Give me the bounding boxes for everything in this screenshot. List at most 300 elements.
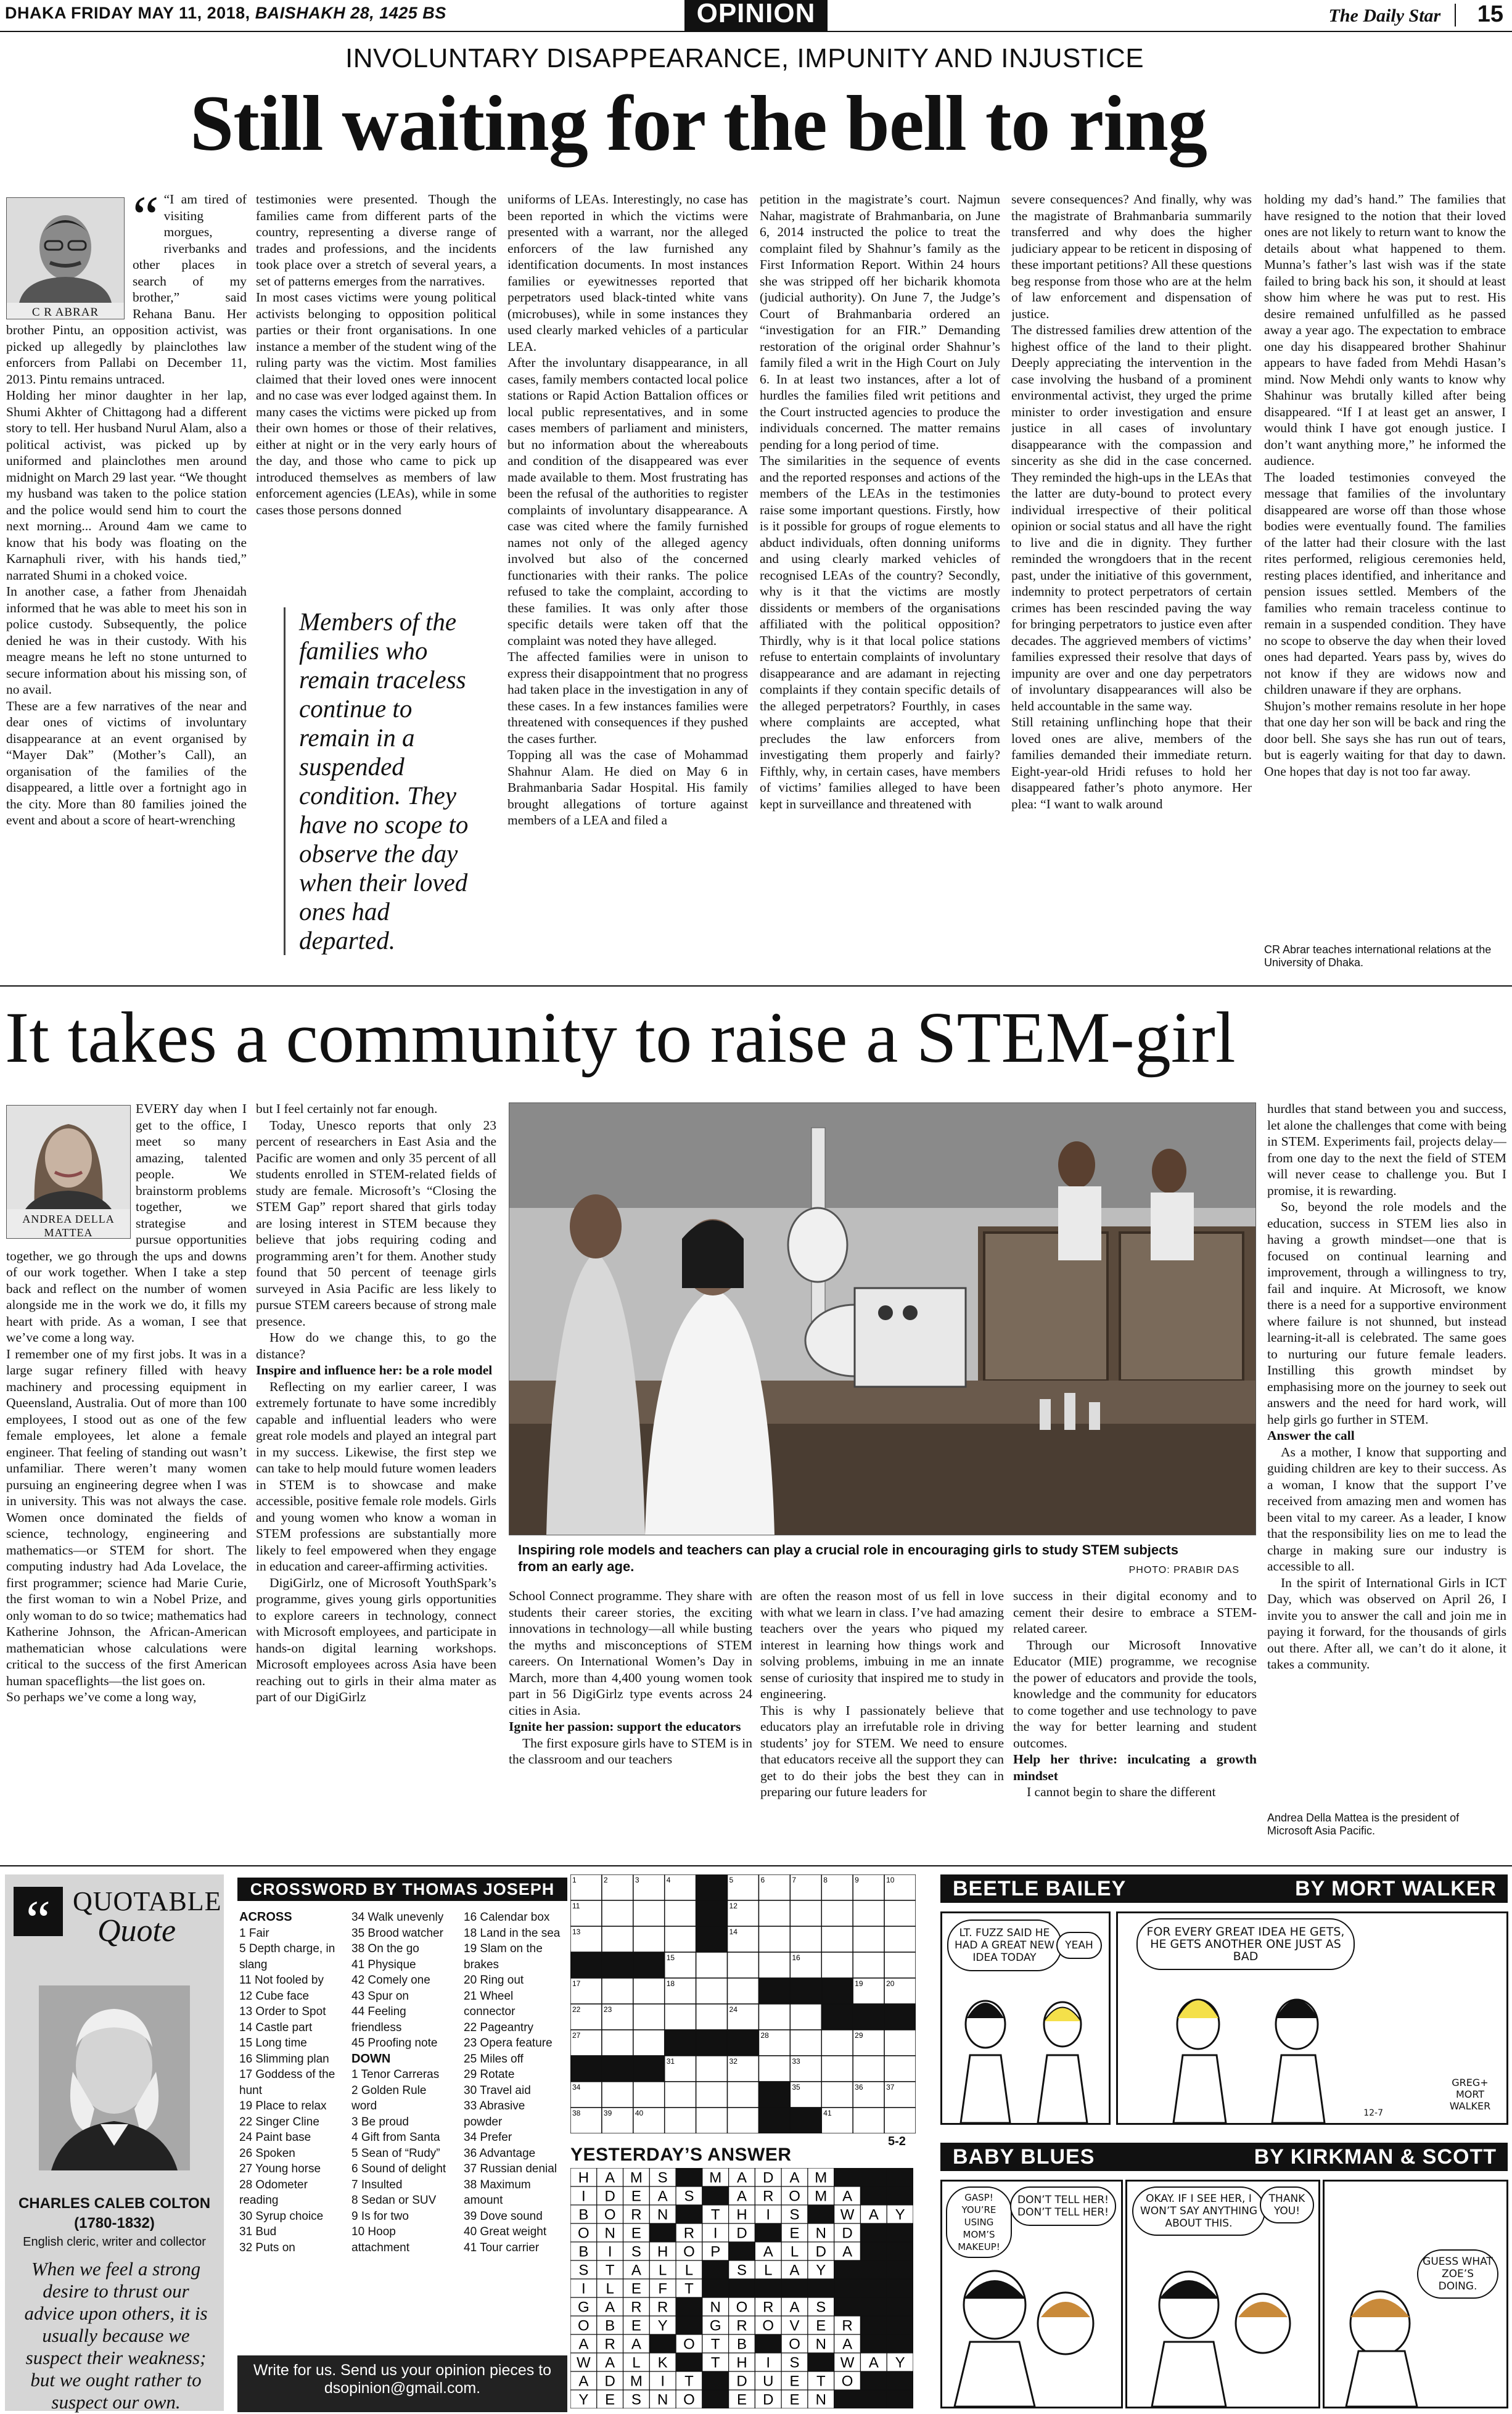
beetle-byline: BY MORT WALKER <box>1295 1877 1497 1900</box>
babyblues-panel-2 <box>1125 2180 1320 2408</box>
beetle-date: 12-7 <box>1363 2108 1383 2118</box>
opinion-footer <box>237 2355 567 2412</box>
crossword-cell-number: 23 <box>603 2005 612 2014</box>
paragraph: DigiGirlz, one of Microsoft YouthSpark’s programme, gives young girls opportunities to explore careers in technology, connect with Microsoft employees, and participate in hands-on digital learning workshops. Microsoft employees across Asia have been reaching out to girls in their alma mater as part of our DigiGirlz <box>256 1575 496 1704</box>
crossword-block <box>853 2004 884 2030</box>
crossword-clue: 30 Syrup choice <box>239 2209 324 2223</box>
crossword-clue: 10 Hoop <box>351 2225 396 2238</box>
crossword-block <box>821 1978 853 2004</box>
photo-float-spacer <box>6 1101 136 1241</box>
answer-letter: T <box>710 2206 720 2223</box>
article2-col5-text <box>1013 1588 1257 1800</box>
crossword-block <box>696 2030 728 2056</box>
crossword-cell <box>884 1926 916 1952</box>
crossword-block <box>884 2004 916 2030</box>
quotee-name: CHARLES CALEB COLTON <box>18 2195 211 2212</box>
answer-letter: E <box>605 2391 615 2408</box>
crossword-clue: 6 Sound of delight <box>351 2162 446 2175</box>
crossword-cell-number: 20 <box>886 1979 895 1988</box>
answer-letter: L <box>632 2354 641 2371</box>
crossword-clue: 32 Puts on <box>239 2241 295 2254</box>
crossword-cell <box>821 2030 853 2056</box>
beetle-title-bar <box>940 1874 1508 1903</box>
crossword-clue: 8 Sedan or SUV <box>351 2194 437 2207</box>
answer-letter: R <box>736 2317 747 2334</box>
beetle-bubble-2: YEAH <box>1056 1932 1102 1959</box>
bb-bubble-1: GASP! YOU’RE USING MOM’S MAKEUP! <box>946 2186 1012 2258</box>
answer-block <box>834 2260 861 2279</box>
answer-letter: A <box>736 2169 747 2186</box>
answer-letter: O <box>736 2299 748 2316</box>
crossword-clue: 20 Ring out <box>464 1974 524 1987</box>
crossword-clue: 38 Maximum <box>464 2178 531 2191</box>
answer-letter: R <box>631 2206 642 2223</box>
crossword-cell <box>665 2108 696 2133</box>
answer-letter: S <box>631 2243 641 2260</box>
beetle-bailey-strip <box>940 1874 1508 2127</box>
answer-letter: A <box>736 2188 747 2205</box>
answer-letter: N <box>657 2206 668 2223</box>
answer-letter: O <box>789 2336 800 2353</box>
article1-col-5 <box>1011 191 1252 968</box>
crossword-block <box>633 1952 665 1978</box>
answer-block <box>649 2334 676 2353</box>
answer-letter: A <box>789 2262 800 2279</box>
answer-letter: O <box>578 2225 590 2242</box>
crossword-clue: 26 Spoken <box>239 2146 295 2160</box>
bb-bubble-4: THANK YOU! <box>1260 2186 1314 2223</box>
answer-letter: A <box>631 2262 641 2279</box>
crossword-clue: hunt <box>239 2084 262 2097</box>
article2-col-4 <box>760 1588 1004 1847</box>
puzzle-id: 5-2 <box>888 2135 906 2148</box>
answer-letter: B <box>736 2336 747 2353</box>
section-divider <box>0 985 1512 987</box>
answer-letter: A <box>578 2373 589 2390</box>
article1-col4-text: petition in the magistrate’s court. Najmun Nahar, magistrate of Brahmanbaria, on June 6, 2014 instructed the police to treat the complaint filed by Shahnur’s family as the First Information Report. Within 24 hours she was stripped off her bicharik khomota (judicial authority). On June 7, the Judge’s Court of Brahmanbaria ordered an “investigation for an FIR.” Demanding restoration of the original order Shahnur’s family filed a writ in the High Court on July 6. In at least two instances, after a lot of hurdles the families filed writ petitions and the Court instructed agencies to produce the individuals concerned. The matter remains pending for a long period of time. The similarities in the sequence of events and the reported responses and actions of the members of the LEAs in the testimonies raise some important questions. Firstly, how is it possible for groups of rogue elements to abduct individuals, often donning uniforms and using clearly marked vehicles of recognised LEAs of the country? Secondly, why is it that the victims are mostly dissidents or members of the organisations affiliated with the political opposition? Thirdly, why is it that local police stations refuse to entertain complaints of involuntary disappearance and are adamant in rejecting complaints if they contain specific details of the alleged perpetrators? Fourthly, in cases where complaints are accepted, what precludes the law enforcers from investigating them properly and fairly? Fifthly, why, in certain cases, have members of victims’ families alleged to have been kept in surveillance and threatened with <box>760 192 1000 811</box>
answer-letter: D <box>763 2391 774 2408</box>
crossword-cell <box>602 1926 633 1952</box>
crossword-block <box>665 2030 696 2056</box>
answer-letter: E <box>631 2188 641 2205</box>
crossword-cell <box>853 1926 884 1952</box>
answer-block <box>887 2260 913 2279</box>
crossword-clue: 16 Slimming plan <box>239 2052 329 2066</box>
answer-letter: M <box>815 2169 828 2186</box>
beetle-title: BEETLE BAILEY <box>953 1877 1127 1900</box>
crossword-cell <box>696 2082 728 2108</box>
crossword-cell-number: 38 <box>572 2109 581 2117</box>
paper-logo: The Daily Star <box>1328 6 1441 26</box>
answer-block <box>860 2260 887 2279</box>
paragraph: The first exposure girls have to STEM is in the classroom and our teachers <box>509 1735 752 1767</box>
answer-letter: H <box>657 2243 668 2260</box>
paragraph: success in their digital economy and to cement their desire to embrace a STEM-related career. <box>1013 1588 1257 1636</box>
answer-letter: M <box>630 2373 643 2390</box>
crossword-cell <box>821 2056 853 2082</box>
crossword-clue: 3 Be proud <box>351 2115 409 2129</box>
photo-credit: PHOTO: PRABIR DAS <box>1128 1565 1239 1575</box>
answer-block <box>887 2316 913 2334</box>
answer-letter: O <box>578 2317 590 2334</box>
answer-letter: Y <box>895 2354 905 2371</box>
section-label: OPINION <box>684 0 828 31</box>
answer-block <box>860 2371 887 2390</box>
crossword-cell <box>758 2056 790 2082</box>
answer-block <box>860 2390 887 2408</box>
answer-block <box>702 2390 729 2408</box>
crossword-cell <box>696 1978 728 2004</box>
crossword-cell <box>821 1952 853 1978</box>
crossword-clue: 42 Comely one <box>351 1974 430 1987</box>
crossword-clue: 34 Prefer <box>464 2131 512 2144</box>
crossword-clue: 5 Depth charge, in <box>239 1942 335 1955</box>
bottom-divider <box>0 1865 1512 1866</box>
answer-letter: A <box>605 2169 615 2186</box>
footer-email[interactable]: dsopinion@gmail.com. <box>324 2379 481 2397</box>
answer-block <box>887 2334 913 2353</box>
crossword-block <box>728 2030 759 2056</box>
answer-block <box>860 2186 887 2205</box>
answer-letter: O <box>841 2373 853 2390</box>
answer-block <box>755 2223 781 2242</box>
article2-col6-text <box>1267 1101 1506 1673</box>
crossword-cell-number: 41 <box>823 2109 832 2117</box>
crossword-cell-number: 39 <box>603 2109 612 2117</box>
crossword-block <box>696 1926 728 1952</box>
answer-block <box>808 2353 834 2371</box>
quotable-quote-box <box>5 1874 224 2411</box>
down-heading: DOWN <box>351 2051 391 2066</box>
answer-letter: A <box>763 2243 773 2260</box>
crossword-clue: 33 Abrasive <box>464 2100 525 2112</box>
crossword-cell-number: 6 <box>760 1876 765 1884</box>
answer-letter: Y <box>578 2391 589 2408</box>
quotee-years: (1780-1832) <box>74 2215 155 2231</box>
crossword-block <box>570 2056 602 2082</box>
crossword-clue: 13 Order to Spot <box>239 2005 326 2018</box>
crossword-cell <box>790 1900 821 1926</box>
answer-letter: G <box>709 2317 721 2334</box>
answer-letter: E <box>736 2391 747 2408</box>
answer-letter: H <box>736 2206 747 2223</box>
answer-letter: T <box>816 2373 826 2390</box>
answer-letter: D <box>736 2373 747 2390</box>
answer-letter: Y <box>895 2206 905 2223</box>
crossword-clue: 14 Castle part <box>239 2021 313 2034</box>
crossword-clue: friendless <box>351 2021 402 2034</box>
crossword-grid-svg <box>570 1874 916 2133</box>
answer-grid-svg <box>570 2168 913 2408</box>
crossword-cell <box>758 1952 790 1978</box>
answer-letter: L <box>659 2262 667 2279</box>
bb-panel1-characters-icon <box>942 2249 1121 2407</box>
answer-letter: F <box>658 2280 668 2297</box>
paragraph: hurdles that stand between you and success, let alone the challenges that come with being in STEM. Experiments fail, projects delay—from one day to the next the field of STEM will never cease to challenge you. But I promise, it is rewarding. <box>1267 1101 1506 1198</box>
answer-letter: N <box>815 2336 826 2353</box>
answer-block <box>834 2390 861 2408</box>
answer-block <box>649 2223 676 2242</box>
quotable-subheading: Quote <box>97 1913 176 1948</box>
article1-col1-text: “I am tired of visiting morgues, riverbanks and other places in search of my brother,” said Rehana Banu. Her brother Pintu, an opposition activist, was picked up allegedly by plainclothes law enforcers from Pallabi on December 11, 2013. Pintu remains untraced. Holding her minor daughter in her lap, Shumi Akhter of Chittagong had a different story to tell. Her husband Nurul Alam, also a political activist, was picked up by uniformed and plainclothes men around midnight on March 29 last year. “We thought my husband was taken to the police station and the police would send him to court the next morning... Around 4am we came to know that his body was floating on the Karnaphuli river, with his hands tied,” narrated Shumi in a choked voice. In another case, a father from Jhenaidah informed that he was able to meet his son in police custody. Subsequently, the police denied he was in their custody. With his meagre means he left no stone unturned to secure information about his missing son, of no avail. These are a few narratives of the near and dear ones of victims of involuntary disappearance at an event organised by “Mayer Dak” (Mother’s Call), an organisation of the families of the disappeared, a little over a fortnight ago in the city. More than 80 families joined the event and about a score of heart-wrenching <box>6 192 247 827</box>
crossword-clue: 38 On the go <box>351 1942 419 1955</box>
answer-letter: R <box>842 2317 853 2334</box>
babyblues-title-bar <box>940 2143 1508 2171</box>
crossword-cell <box>633 2004 665 2030</box>
answer-block <box>887 2297 913 2316</box>
crossword-cell-number: 1 <box>572 1876 577 1884</box>
crossword-cell-number: 8 <box>823 1876 828 1884</box>
article2-col-3 <box>509 1588 752 1847</box>
crossword-cell <box>853 2108 884 2133</box>
crossword-cell-number: 9 <box>855 1876 859 1884</box>
babyblues-panel-3 <box>1323 2180 1508 2408</box>
author-name-2: ANDREA DELLA MATTEA <box>22 1213 115 1239</box>
answer-block <box>676 2297 702 2316</box>
crossword-cell <box>853 2056 884 2082</box>
answer-letter: R <box>604 2336 615 2353</box>
crossword-cell <box>696 2004 728 2030</box>
crossword-cell <box>884 2108 916 2133</box>
photo-float-spacer <box>6 191 133 322</box>
crossword-block <box>570 1952 602 1978</box>
article2-author-bio: Andrea Della Mattea is the president of Microsoft Asia Pacific. <box>1267 1812 1460 1837</box>
answer-letter: Y <box>816 2262 826 2279</box>
crossword-clue: 31 Bud <box>239 2225 277 2238</box>
paragraph: In the spirit of International Girls in ICT Day, which was observed on April 26, I invite you to answer the call and join me in paying it forward, for the thousands of girls out there. After all, we can’t do it alone, it takes a community. <box>1267 1575 1506 1672</box>
answer-block <box>702 2371 729 2390</box>
article2-col2-text <box>256 1101 496 1706</box>
crossword-cell-number: 16 <box>792 1953 800 1962</box>
bb-panel2-characters-icon <box>1127 2252 1318 2407</box>
answer-letter: T <box>605 2262 615 2279</box>
crossword-block <box>758 2108 790 2133</box>
answer-letter: A <box>631 2336 641 2353</box>
crossword-clue: 21 Wheel <box>464 1989 514 2003</box>
answer-letter: A <box>789 2169 800 2186</box>
answer-letter: T <box>684 2373 694 2390</box>
answer-block <box>887 2279 913 2297</box>
article2-col4-text: are often the reason most of us fell in love with what we learn in class. I’ve had amazing teachers over the years who piqued my interest in learning how things work and solving problems, imbuing in me an innate sense of curiosity that inspired me to study in engineering. This is why I passionately believe that educators play an irrefutable role in driving students’ joy for STEM. We need to ensure that educators receive all the support they can get to do their jobs the best they can in preparing our future leaders for <box>760 1588 1004 1799</box>
crossword-cell <box>665 1900 696 1926</box>
answer-letter: L <box>790 2243 799 2260</box>
quote-mark-icon: “ <box>14 1887 63 1936</box>
answer-letter: S <box>578 2262 589 2279</box>
pull-quote: Members of the families who remain traceless continue to remain in a suspended condition. They have no scope to observe the day when their loved ones had departed. <box>284 607 484 955</box>
answer-letter: N <box>815 2225 826 2242</box>
answer-letter: D <box>763 2169 774 2186</box>
crossword-clue: 11 Not fooled by <box>239 1974 324 1987</box>
answer-letter: U <box>763 2373 774 2390</box>
answer-block <box>887 2371 913 2390</box>
crossword-clue: 4 Gift from Santa <box>351 2131 440 2144</box>
crossword-block <box>758 1978 790 2004</box>
crossword-clue: 2 Golden Rule <box>351 2084 427 2097</box>
crossword-clues-col3 <box>464 1910 569 2256</box>
answer-letter: E <box>789 2391 800 2408</box>
crossword-cell-number: 27 <box>572 2031 581 2040</box>
article1-col2-text: testimonies were presented. Though the families came from different parts of the country, representing a diverse range of trades and professions, and the incidents took place over a stretch of several years, a set of patterns emerges from the narratives. In most cases victims were young political activists belonging to opposition political parties or their front organisations. In one instance a member of the student wing of the ruling party was the victim. Most families claimed that their loved ones were innocent and no case was ever lodged against them. In many cases the victims were picked up from their own homes or those of their relatives, either at night or in the very early hours of the day, and those who came to pick up introduced themselves as members of law enforcement agencies (LEAs), while in some cases those persons donned <box>256 192 496 517</box>
answer-letter: S <box>657 2169 668 2186</box>
crossword-cell-number: 5 <box>729 1876 734 1884</box>
paragraph: How do we change this, to go the distance? <box>256 1330 496 1361</box>
crossword-cell <box>665 2082 696 2108</box>
beetle-signature: GREG+ MORT WALKER <box>1449 2077 1491 2112</box>
answer-block <box>676 2316 702 2334</box>
crossword-cell <box>665 2004 696 2030</box>
crossword-block <box>696 1900 728 1926</box>
crossword-clue: 1 Tenor Carreras <box>351 2068 440 2081</box>
answer-letter: R <box>631 2299 642 2316</box>
answer-letter: M <box>815 2188 828 2205</box>
article2-col-5 <box>1013 1588 1257 1847</box>
crossword-cell <box>602 1978 633 2004</box>
answer-letter: L <box>684 2262 694 2279</box>
answer-letter: K <box>657 2354 668 2371</box>
crossword-cell <box>633 1900 665 1926</box>
crossword-clue: 22 Singer Cline <box>239 2115 319 2129</box>
crossword-cell-number: 29 <box>855 2031 863 2040</box>
beetle-characters-icon <box>942 1987 1109 2123</box>
answer-block <box>781 2279 808 2297</box>
crossword-cell <box>696 2108 728 2133</box>
answer-block <box>860 2334 887 2353</box>
crossword-clue: connector <box>464 2005 516 2018</box>
babyblues-panel-1 <box>940 2180 1123 2408</box>
answer-block <box>860 2316 887 2334</box>
crossword-block <box>758 2082 790 2108</box>
bb-bubble-3: OKAY. IF I SEE HER, I WON’T SAY ANYTHING ABOUT THIS. <box>1132 2186 1265 2236</box>
answer-letter: O <box>604 2206 616 2223</box>
crossword-block <box>602 2056 633 2082</box>
crossword-clue: 44 Feeling <box>351 2005 406 2018</box>
answer-letter: I <box>766 2206 771 2223</box>
answer-letter: P <box>710 2243 721 2260</box>
crossword-cell-number: 37 <box>886 2083 895 2092</box>
answer-block <box>887 2168 913 2186</box>
answer-title: YESTERDAY’S ANSWER <box>570 2145 792 2165</box>
answer-letter: L <box>764 2262 773 2279</box>
crossword-cell <box>602 1900 633 1926</box>
article1-author-bio: CR Abrar teaches international relations at the University of Dhaka. <box>1264 943 1492 969</box>
article2-headline: It takes a community to raise a STEM-girl <box>5 997 1236 1078</box>
bb-bubble-2: DON’T TELL HER! DON’T TELL HER! <box>1010 2186 1116 2226</box>
answer-block <box>860 2279 887 2297</box>
answer-letter: R <box>657 2299 668 2316</box>
babyblues-byline: BY KIRKMAN & SCOTT <box>1254 2145 1497 2169</box>
crossword-cell <box>633 2082 665 2108</box>
crossword-cell-number: 24 <box>729 2005 738 2014</box>
answer-block <box>702 2279 729 2297</box>
answer-letter: S <box>684 2188 694 2205</box>
answer-letter: A <box>868 2206 879 2223</box>
across-heading: ACROSS <box>239 1910 292 1924</box>
crossword-cell <box>758 1900 790 1926</box>
crossword-clue: attachment <box>351 2241 409 2254</box>
baby-blues-strip <box>940 2143 1508 2408</box>
crossword-clue: 36 Advantage <box>464 2146 536 2160</box>
answer-letter: S <box>789 2206 800 2223</box>
answer-letter: A <box>657 2188 668 2205</box>
answer-letter: V <box>789 2317 800 2334</box>
answer-block <box>755 2279 781 2297</box>
crossword-cell <box>728 1952 759 1978</box>
answer-letter: D <box>815 2243 826 2260</box>
crossword-clue: 12 Cube face <box>239 1989 310 2003</box>
crossword-cell-number: 3 <box>635 1876 639 1884</box>
photo-caption: Inspiring role models and teachers can play a crucial role in encouraging girls to study STEM subjects from an early age. <box>518 1542 1178 1574</box>
answer-block <box>860 2223 887 2242</box>
author-name: C R ABRAR <box>31 306 99 319</box>
crossword-clue: 28 Odometer <box>239 2178 308 2191</box>
page-number: 15 <box>1477 1 1503 27</box>
answer-letter: S <box>789 2354 800 2371</box>
answer-letter: A <box>842 2336 853 2353</box>
crossword-cell <box>821 2082 853 2108</box>
crossword-cell-number: 12 <box>729 1902 738 1910</box>
answer-letter: S <box>631 2391 641 2408</box>
article2-col1-text: EVERY day when I get to the office, I meet so many amazing, talented people. We brainstorm problems together, we strategise and pursue opportunities together, we go through the ups and downs of our work together. When I take a step back and reflect on the number of women alongside me in the work we do, it fills my heart with pride. As a woman, I see that we’ve come a long way. I remember one of my first jobs. It was in a large sugar refinery filled with heavy machinery and processing equipment in Queensland, Australia. Out of more than 100 employees, I stood out as one of the few female employees, let alone a female engineer. That feeling of standing out wasn’t unfamiliar. There weren’t many women pursuing an engineering degree when I was in university. This was not always the case. Women once dominated the fields of science, technology, engineering and mathematics—or STEM for short. The computing industry had Ada Lovelace, the first programmer; science had Marie Curie, the first woman to win a Nobel Prize, and only woman to do so twice; mathematics had Katherine Johnson, the African-American mathematician whose calculations were critical to the success of the first American human spaceflights—the list goes on. So perhaps we’ve come a long way, <box>6 1101 247 1704</box>
crossword-title: CROSSWORD BY THOMAS JOSEPH <box>237 1878 567 1901</box>
crossword-cell <box>884 1952 916 1978</box>
crossword-cell <box>790 1926 821 1952</box>
crossword-cell <box>821 1900 853 1926</box>
crossword-clue: 43 Spur on <box>351 1989 409 2003</box>
answer-letter: R <box>763 2188 774 2205</box>
answer-letter: D <box>604 2373 615 2390</box>
crossword-cell-number: 10 <box>886 1876 895 1884</box>
quotee-desc: English cleric, writer and collector <box>23 2235 206 2249</box>
answer-letter: D <box>604 2188 615 2205</box>
crossword-cell <box>790 2030 821 2056</box>
answer-letter: N <box>815 2391 826 2408</box>
crossword-clue: 37 Russian denial <box>464 2162 557 2175</box>
answer-block <box>676 2205 702 2223</box>
answer-letter: M <box>709 2169 722 2186</box>
crossword-clue: 15 Long time <box>239 2037 307 2050</box>
crossword-cell <box>758 1926 790 1952</box>
crossword-cell-number: 13 <box>572 1928 581 1936</box>
answer-letter: R <box>683 2225 695 2242</box>
crossword-block <box>821 2004 853 2030</box>
crossword-cell <box>884 2030 916 2056</box>
answer-letter: A <box>578 2336 589 2353</box>
answer-letter: A <box>605 2354 615 2371</box>
answer-letter: D <box>842 2225 853 2242</box>
crossword-cell <box>633 1978 665 2004</box>
article2-col3-text <box>509 1588 752 1768</box>
crossword-cell <box>696 2056 728 2082</box>
answer-letter: Y <box>657 2317 668 2334</box>
answer-block <box>702 2260 729 2279</box>
crossword-clue: 27 Young horse <box>239 2162 321 2175</box>
crossword-cell <box>790 2004 821 2030</box>
answer-letter: T <box>710 2354 720 2371</box>
crossword-cell-number: 40 <box>635 2109 644 2117</box>
crossword-cell <box>696 1952 728 1978</box>
page-masthead <box>0 0 1512 32</box>
answer-letter: I <box>607 2243 612 2260</box>
crossword-cell-number: 35 <box>792 2083 800 2092</box>
subheading: Help her thrive: inculcating a growth mindset <box>1013 1752 1257 1783</box>
lab-photo <box>509 1102 1256 1535</box>
crossword-clue: word <box>351 2100 377 2112</box>
answer-block <box>860 2297 887 2316</box>
crossword-cell <box>728 2108 759 2133</box>
answer-block <box>676 2168 702 2186</box>
answer-letter: E <box>631 2225 641 2242</box>
crossword-cell-number: 33 <box>792 2057 800 2066</box>
